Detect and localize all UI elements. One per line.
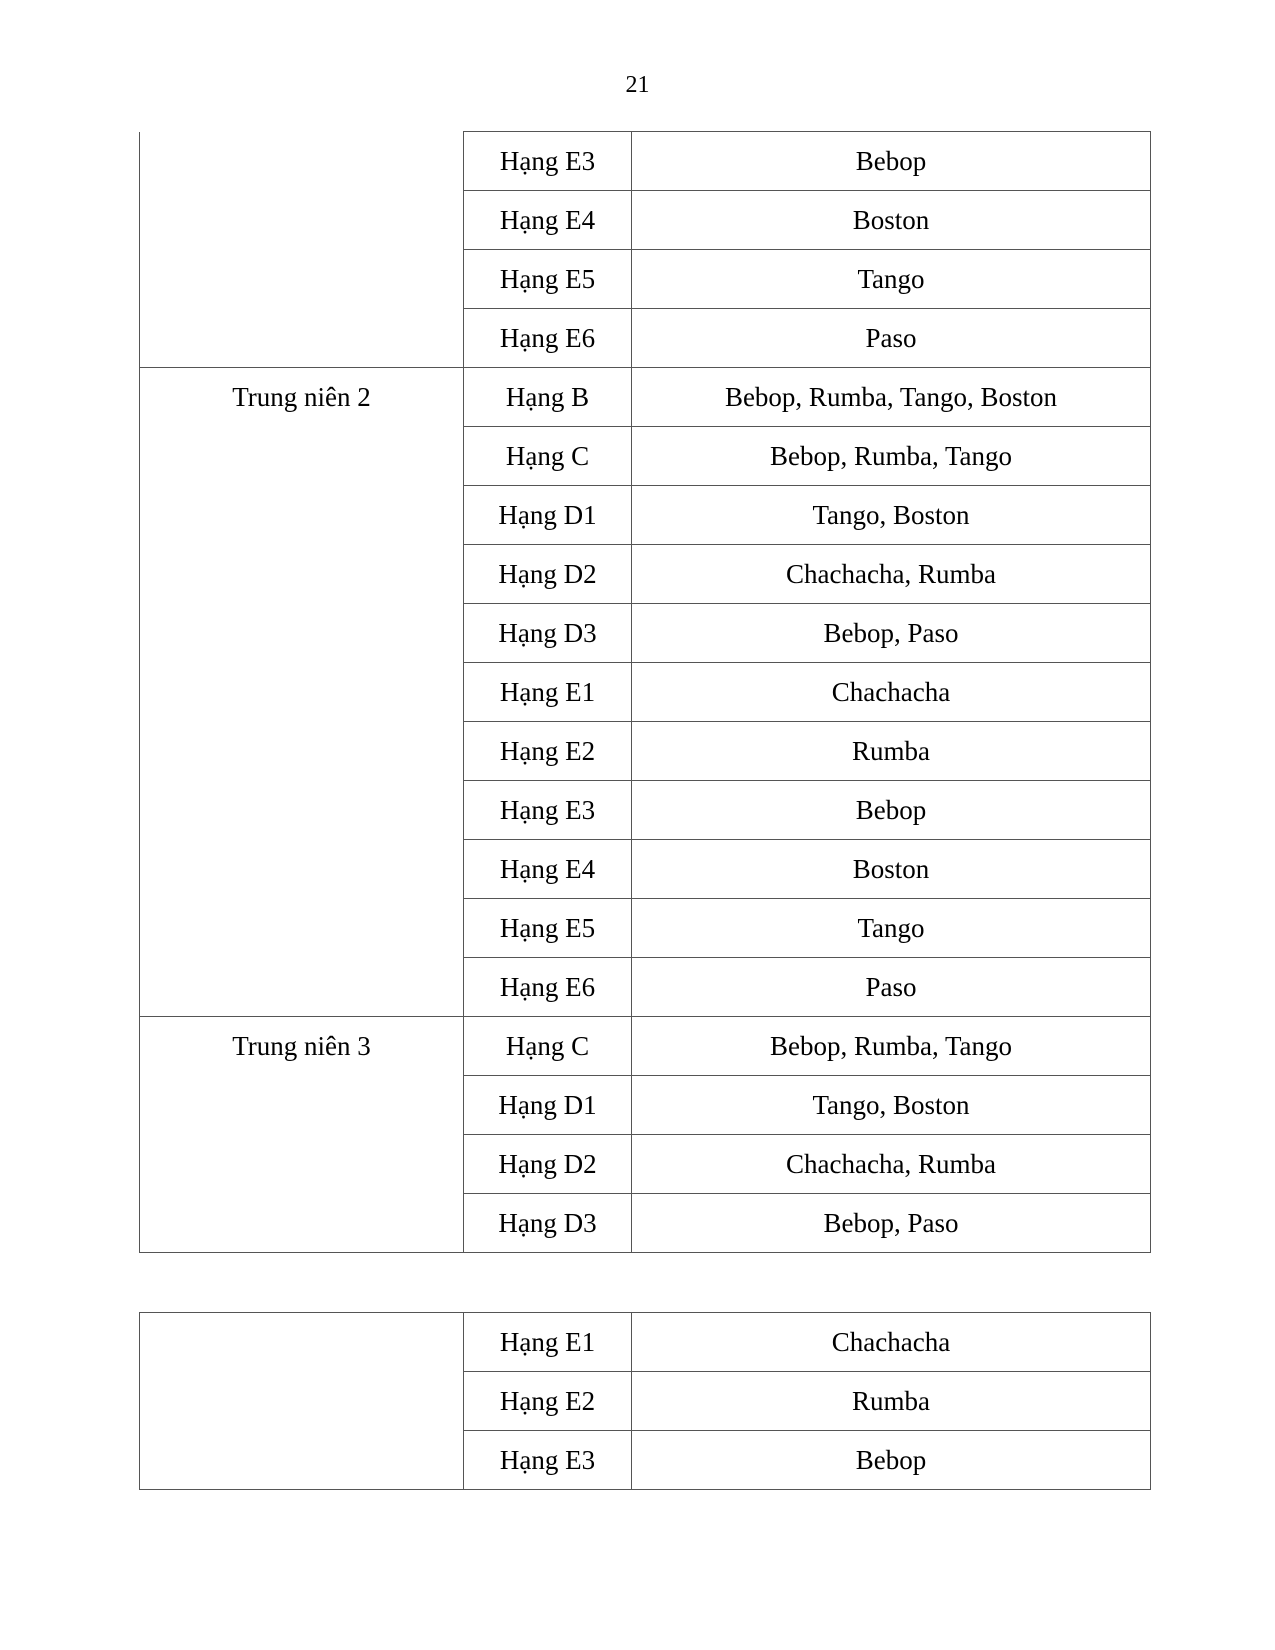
dances-cell: Bebop [632,781,1151,840]
rank-cell: Hạng D3 [464,1194,632,1253]
rank-cell: Hạng E6 [464,309,632,368]
age-group-cell [140,1017,464,1253]
rank-cell: Hạng E5 [464,899,632,958]
dances-cell: Chachacha [632,1313,1151,1372]
dances-cell: Chachacha [632,663,1151,722]
dances-cell: Bebop, Paso [632,1194,1151,1253]
dances-cell: Rumba [632,722,1151,781]
age-group-cell [140,368,464,1017]
age-group-label: Trung niên 3 [232,1031,371,1061]
rank-cell: Hạng C [464,427,632,486]
dances-cell: Chachacha, Rumba [632,1135,1151,1194]
rank-cell: Hạng E3 [464,1431,632,1490]
dances-cell: Tango [632,899,1151,958]
rank-cell: Hạng E1 [464,1313,632,1372]
dances-cell: Tango [632,250,1151,309]
rank-cell: Hạng B [464,368,632,427]
rank-dance-table-continued [139,1312,1151,1490]
table-row [140,1017,1151,1076]
age-group-cell [140,1313,464,1490]
rank-cell: Hạng D2 [464,545,632,604]
rank-cell: Hạng E4 [464,191,632,250]
rank-cell: Hạng D2 [464,1135,632,1194]
dances-cell: Boston [632,840,1151,899]
rank-cell: Hạng E4 [464,840,632,899]
dances-cell: Paso [632,958,1151,1017]
page-number: 21 [625,72,650,98]
dances-cell: Chachacha, Rumba [632,545,1151,604]
rank-cell: Hạng E3 [464,781,632,840]
rank-cell: Hạng E2 [464,722,632,781]
dances-cell: Rumba [632,1372,1151,1431]
dances-cell: Tango, Boston [632,1076,1151,1135]
rank-dance-table [139,131,1151,1253]
age-group-label: Trung niên 2 [232,382,371,412]
rank-cell: Hạng D3 [464,604,632,663]
dances-cell: Bebop [632,1431,1151,1490]
dances-cell: Boston [632,191,1151,250]
rank-cell: Hạng E6 [464,958,632,1017]
rank-cell: Hạng E2 [464,1372,632,1431]
dances-cell: Bebop, Rumba, Tango [632,1017,1151,1076]
rank-cell: Hạng C [464,1017,632,1076]
dances-cell: Bebop, Rumba, Tango [632,427,1151,486]
dances-cell: Tango, Boston [632,486,1151,545]
age-group-cell [140,132,464,368]
rank-cell: Hạng E3 [464,132,632,191]
dances-cell: Bebop [632,132,1151,191]
rank-cell: Hạng D1 [464,1076,632,1135]
table-row [140,1313,1151,1372]
dances-cell: Paso [632,309,1151,368]
rank-cell: Hạng E5 [464,250,632,309]
rank-cell: Hạng D1 [464,486,632,545]
table-row [140,132,1151,191]
table-row [140,368,1151,427]
rank-cell: Hạng E1 [464,663,632,722]
dances-cell: Bebop, Rumba, Tango, Boston [632,368,1151,427]
dances-cell: Bebop, Paso [632,604,1151,663]
